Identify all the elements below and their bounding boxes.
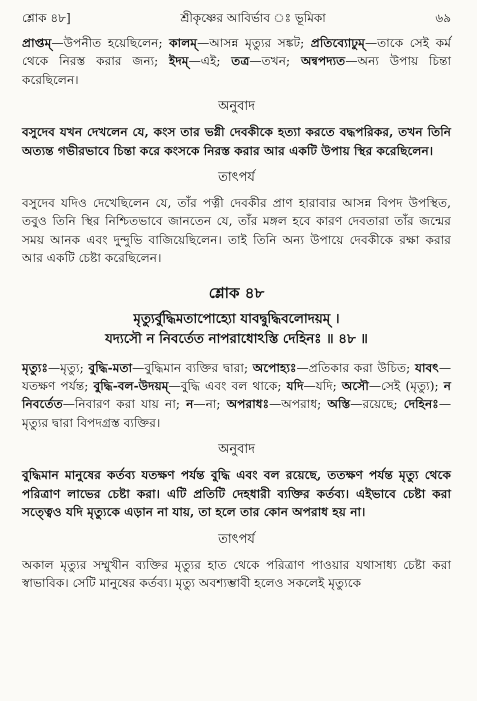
gloss-word: প্রতিব্যোঢুম্ xyxy=(310,36,365,50)
header-verse-ref: শ্লোক ৪৮] xyxy=(22,11,71,25)
gloss-meaning: —মৃত্যু; xyxy=(47,360,89,375)
gloss-word: কালম্ xyxy=(169,36,198,50)
translation-text: বুদ্ধিমান মানুষের কর্তব্য যতক্ষণ পর্যন্ত বুদ্ধি এবং বল রয়েছে, ততক্ষণ পর্যন্ত মৃত্যু থেকে পরিত্রাণ লাভের চেষ্টা করা। এটি প্রতিটি দেহধারী ব্যক্তির কর্তব্য। এইভাবে চেষ্টা করা সত্ত্বেও যদি মৃত্যুকে এড়ান না যায়, তা হলে তার কোন অপরাধ হয় না। xyxy=(22,468,451,520)
gloss-word: বুদ্ধি-মতা xyxy=(88,360,133,375)
gloss-word: ন নিবর্তেত xyxy=(22,379,451,412)
translation-text: বসুদেব যখন দেখলেন যে, কংস তার ভগ্নী দেবকীকে হত্যা করতে বদ্ধপরিকর, তখন তিনি অত্যন্ত গভীরভাবে চিন্তা করে কংসকে নিরস্ত করার আর একটি উপায় স্থির করেছিলেন। xyxy=(22,125,451,158)
gloss-word: বুদ্ধি-বল-উদয়ম্ xyxy=(93,379,169,394)
gloss-meaning: —না; xyxy=(193,397,227,412)
gloss-word: যাবৎ xyxy=(414,360,439,375)
gloss-meaning: —এই; xyxy=(188,54,232,69)
translation-heading: অনুবাদ xyxy=(218,99,255,115)
purport-heading: তাৎপর্য xyxy=(218,170,255,186)
gloss-word: অসৌ xyxy=(341,379,369,394)
gloss-meaning: —আসন্ন মৃত্যুর সঙ্কট; xyxy=(197,36,311,50)
gloss-meaning: —তাকে সেই কর্ম থেকে নিরস্ত করার জন্য; xyxy=(22,36,452,69)
verse-line-2: যদ্যসৌ ন নিবর্তেত নাপরাধোঽস্তি দেহিনঃ ॥ ৪৮ ॥ xyxy=(105,330,368,347)
gloss-word: ন xyxy=(186,397,194,412)
purport-heading: তাৎপর্য xyxy=(218,531,255,547)
page-number: ৬৯ xyxy=(435,11,451,25)
gloss-meaning: —সেই (মৃত্যু); xyxy=(368,379,444,394)
purport-text: বসুদেব যদিও দেখেছিলেন যে, তাঁর পত্নী দেবকীর প্রাণ হারাবার আসন্ন বিপদ উপস্থিত, তবুও তিনি স্থির নিশ্চিতভাবে জানতেন যে, তাঁর মঙ্গল হবে কারণ দেবতারা তাঁর জন্মের সময় আনক এবং দুন্দুভি বাজিয়েছিলেন। তাই তিনি অন্য উপায়ে দেবকীকে রক্ষা করার আর একটি চেষ্টা করেছিলেন। xyxy=(22,196,451,266)
translation-heading: অনুবাদ xyxy=(218,442,255,458)
gloss-word: দেহিনঃ xyxy=(403,397,439,412)
gloss-word: ইদম্ xyxy=(169,54,189,69)
word-gloss-verse xyxy=(22,359,451,433)
gloss-meaning: —উপনীত হয়েছিলেন; xyxy=(51,36,170,50)
gloss-word: অস্তি xyxy=(327,397,351,412)
gloss-word: মৃত্যুঃ xyxy=(22,360,48,375)
gloss-word: তত্র xyxy=(231,54,250,69)
gloss-meaning: —তখন; xyxy=(249,54,301,69)
gloss-meaning: —বুদ্ধিমান ব্যক্তির দ্বারা; xyxy=(132,360,253,375)
gloss-meaning: —মৃত্যুর দ্বারা বিপদগ্রস্ত ব্যক্তির। xyxy=(22,397,451,430)
word-gloss-top xyxy=(22,34,451,89)
header-chapter-title: শ্রীকৃষ্ণের আবির্ভাব ঃ ভূমিকা xyxy=(180,11,326,25)
running-header xyxy=(22,10,451,28)
gloss-word: অপোহ্যঃ xyxy=(252,360,297,375)
gloss-word: প্রাপ্তম্ xyxy=(22,36,52,50)
gloss-meaning: —প্রতিকার করা উচিত; xyxy=(296,360,415,375)
gloss-meaning: —যতক্ষণ পর্যন্ত; xyxy=(22,360,451,394)
gloss-meaning: —অপরাধ; xyxy=(269,397,328,412)
gloss-meaning: —অন্য উপায় চিন্তা করেছিলেন। xyxy=(22,54,452,87)
gloss-meaning: —রয়েছে; xyxy=(350,397,404,412)
verse-line-1: মৃত্যুর্বুদ্ধিমতাপোহ্যো যাবদ্বুদ্ধিবলোদয়ম্ । xyxy=(133,310,340,327)
purport-text: অকাল মৃত্যুর সম্মুখীন ব্যক্তির মৃত্যুর হাত থেকে পরিত্রাণ পাওয়ার যথাসাধ্য চেষ্টা করা স্বাভাবিক। সেটি মানুষের কর্তব্য। মৃত্যু অবশ্যম্ভাবী হলেও সকলেই মৃত্যুকে xyxy=(22,557,451,590)
gloss-word: অপরাধঃ xyxy=(226,397,270,412)
gloss-meaning: —যদি; xyxy=(303,379,342,394)
gloss-word: অন্বপদ্যত xyxy=(300,54,346,69)
gloss-meaning: —বুদ্ধি এবং বল থাকে; xyxy=(168,379,287,394)
gloss-meaning: —নিবারণ করা যায় না; xyxy=(62,397,187,412)
verse-title: শ্লোক ৪৮ xyxy=(208,283,265,302)
gloss-word: যদি xyxy=(286,379,304,394)
